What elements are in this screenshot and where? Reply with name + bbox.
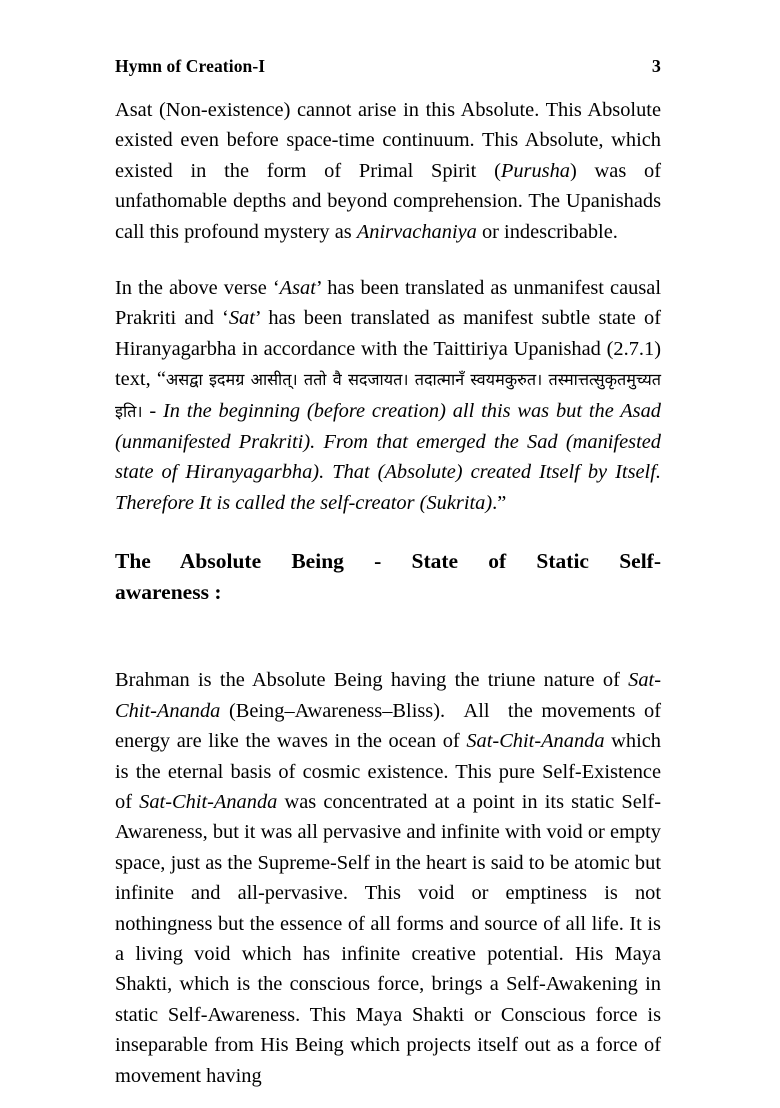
p2-italic-sat: Sat xyxy=(228,307,255,330)
p2-text-5: .” xyxy=(492,491,507,514)
p1-text-2: ) was of unfathomable depths and beyond comprehension. The Upanishads call this profound mystery as xyxy=(115,159,661,243)
p3-text-4: the movements of energy are like the waves in the ocean of xyxy=(115,699,661,753)
p3-italic-satchitananda-1: Sat-Chit-Ananda xyxy=(115,669,661,722)
p3-italic-satchitananda-3: Sat-Chit-Ananda xyxy=(139,790,278,813)
page xyxy=(115,0,661,1108)
p2-text-1: In the above verse ‘ xyxy=(115,277,280,300)
sanskrit-translation: In the beginning (before creation) all this was but the Asad (unmanifested Prakriti). From that emerged the Sad (manifested state of Hiranyagarbha). That (Absolute) created Itself by Itself. Therefore It is called the self-creator (Sukrita) xyxy=(115,399,661,514)
p1-text-3: or indescribable. xyxy=(476,220,618,243)
section-heading xyxy=(115,546,661,639)
paragraph-2 xyxy=(115,273,661,518)
p1-italic-anirvachaniya: Anirvachaniya xyxy=(356,220,477,243)
paragraph-3 xyxy=(115,665,661,1091)
body-text xyxy=(115,95,661,1091)
p3-text-5: which is the eternal basis of cosmic existence. This pure Self-Existence of xyxy=(115,730,661,813)
p3-text-1: Brahman is the Absolute Being having the triune nature of xyxy=(115,669,629,692)
section-heading-line-1: The Absolute Being - State of Static Self- xyxy=(115,549,661,574)
p3-text-3: All xyxy=(463,699,490,722)
p2-italic-asat: Asat xyxy=(279,277,316,300)
p1-italic-purusha: Purusha xyxy=(500,159,570,182)
running-header xyxy=(115,56,661,77)
p2-text-3: ’ has been translated as manifest subtle state of Hiranyagarbha in accordance with the Taittiriya Upanishad (2.7.1) text, “ xyxy=(115,307,661,391)
p3-text-6: was concentrated at a point in its static Self-Awareness, but it was all pervasive and infinite with void or empty space, just as the Supreme-Self in the heart is said to be atomic but infinite and all-pervasive. This void or emptiness is not nothingness but the essence of all forms and source of all life. It is a living void which has infinite creative potential. His Maya Shakti, which is the conscious force, brings a Self-Awakening in static Self-Awareness. This Maya Shakti or Conscious force is inseparable from His Being which projects itself out as a force of movement having xyxy=(115,790,661,1087)
paragraph-1 xyxy=(115,95,661,247)
p1-text-1: Asat (Non-existence) cannot arise in this Absolute. This Absolute existed even before space-time continuum. This Absolute, which existed in the form of Primal Spirit ( xyxy=(115,99,661,182)
p2-text-2: ’ has been translated as unmanifest causal Prakriti and ‘ xyxy=(115,277,661,330)
page-number: 3 xyxy=(651,56,661,76)
p3-italic-satchitananda-2: Sat-Chit-Ananda xyxy=(466,730,605,753)
sanskrit-quotation: असद्वा इदमग्र आसीत्। ततो वै सदजायत। तदात्मानँ स्वयमकुरुत। तस्मात्तत्सुकृतमुच्यत इति। xyxy=(115,370,661,421)
p2-text-4: - xyxy=(142,399,163,422)
p3-text-2: (Being–Awareness–Bliss). xyxy=(220,699,446,722)
section-heading-line-2: awareness : xyxy=(115,580,222,605)
running-title: Hymn of Creation-I xyxy=(115,56,266,76)
